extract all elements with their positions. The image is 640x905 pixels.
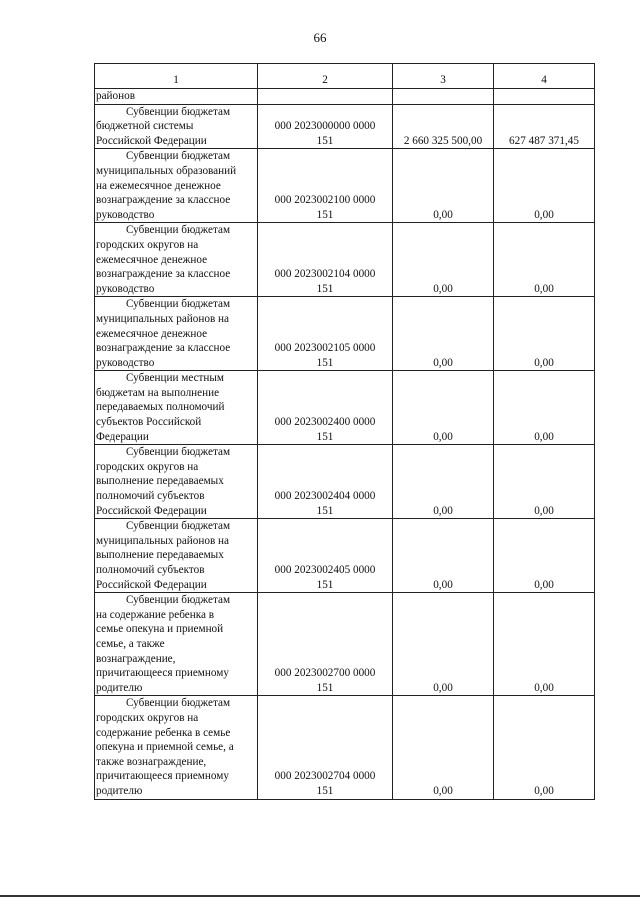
row-name-line: руководство	[96, 208, 155, 221]
row-name-line: руководство	[96, 282, 155, 295]
row-code-cell	[258, 593, 393, 696]
row-code-line: 000 2023002400 0000	[274, 416, 376, 429]
row-name-line: полномочий субъектов	[96, 564, 205, 576]
row-code-line: 151	[316, 578, 334, 591]
row-name-line: содержание ребенка в семье	[96, 726, 231, 739]
row-name-line: Субвенции бюджетам	[126, 520, 231, 533]
row-name-cell	[95, 223, 258, 297]
row-code-line: 151	[316, 681, 334, 694]
row-value-col4: 0,00	[494, 297, 595, 371]
row-name-cell	[95, 149, 258, 223]
table-row	[95, 223, 595, 297]
row-code-line: 000 2023002700 0000	[274, 667, 376, 680]
row-name-cell	[95, 593, 258, 696]
row-code-line: 151	[316, 504, 334, 517]
row-value-col3: 0,00	[393, 371, 494, 445]
row-name-line: также вознаграждение,	[96, 755, 207, 768]
row-name-line: Российской Федерации	[96, 504, 207, 517]
row-name-cell	[95, 519, 258, 593]
row-name-line: выполнение передаваемых	[96, 475, 224, 488]
row-name-line: муниципальных районов на	[96, 534, 230, 547]
row-name-cell	[95, 371, 258, 445]
row-code-cell	[258, 104, 393, 149]
row-name-cell	[95, 104, 258, 149]
row-name-line: ежемесячное денежное	[96, 253, 208, 266]
row-name-line: Субвенции бюджетам	[126, 446, 231, 459]
row-name-line: городских округов на	[96, 711, 199, 724]
page-number: 66	[313, 30, 327, 45]
row-name-line: семье, а также	[96, 637, 165, 650]
row-name-line: муниципальных районов на	[96, 312, 230, 325]
row-value-col3: 0,00	[393, 445, 494, 519]
row-value-col3	[393, 89, 494, 105]
row-code-cell	[258, 371, 393, 445]
row-name-cell	[95, 297, 258, 371]
header-cell: 1	[95, 64, 258, 89]
row-name-line: Субвенции местным	[126, 372, 225, 385]
budget-table	[94, 63, 595, 800]
row-name-line: районов	[96, 90, 136, 102]
row-name-line: бюджетной системы	[96, 120, 194, 133]
row-code-line: 000 2023000000 0000	[274, 120, 376, 133]
row-value-col3: 0,00	[393, 149, 494, 223]
header-cell: 4	[494, 64, 595, 89]
row-code-line: 000 2023002404 0000	[274, 490, 376, 503]
table-row	[95, 297, 595, 371]
row-code-line: 000 2023002405 0000	[274, 564, 376, 576]
row-value-col4: 0,00	[494, 519, 595, 593]
row-name-line: выполнение передаваемых	[96, 549, 224, 562]
table-row	[95, 519, 595, 593]
row-name-line: передаваемых полномочий	[96, 401, 225, 414]
header-cell: 3	[393, 64, 494, 89]
table-row	[95, 696, 595, 799]
row-name-line: Субвенции бюджетам	[126, 594, 231, 607]
row-name-line: Субвенции бюджетам	[126, 150, 231, 163]
row-code-line: 000 2023002704 0000	[274, 770, 376, 783]
row-value-col3: 0,00	[393, 297, 494, 371]
row-code-cell	[258, 519, 393, 593]
row-value-col4: 0,00	[494, 223, 595, 297]
row-name-line: Российской Федерации	[96, 578, 207, 591]
row-value-col4: 627 487 371,45	[494, 104, 595, 149]
row-name-line: Субвенции бюджетам	[126, 697, 231, 710]
row-value-col3: 0,00	[393, 519, 494, 593]
row-name-line: Федерации	[96, 430, 149, 443]
row-value-col4: 0,00	[494, 371, 595, 445]
row-name-line: Субвенции бюджетам	[126, 105, 231, 118]
row-name-cell	[95, 445, 258, 519]
row-code-cell	[258, 223, 393, 297]
row-name-line: муниципальных образований	[96, 164, 237, 177]
row-value-col4: 0,00	[494, 593, 595, 696]
row-name-line: бюджетам на выполнение	[96, 386, 220, 399]
table-row	[95, 104, 595, 149]
row-name-line: городских округов на	[96, 460, 199, 473]
row-value-col3: 0,00	[393, 696, 494, 799]
row-code-line: 151	[316, 784, 334, 797]
row-name-line: вознаграждение за классное	[96, 342, 231, 355]
row-name-line: Субвенции бюджетам	[126, 298, 231, 311]
row-code-line: 151	[316, 208, 334, 221]
row-value-col3: 2 660 325 500,00	[393, 104, 494, 149]
row-name-line: семье опекуна и приемной	[96, 623, 224, 636]
row-name-line: причитающееся приемному	[96, 667, 229, 680]
row-name-line: субъектов Российской	[96, 416, 202, 429]
row-code-cell	[258, 149, 393, 223]
row-code-line: 000 2023002100 0000	[274, 194, 376, 207]
row-value-col4: 0,00	[494, 445, 595, 519]
row-name-line: вознаграждение за классное	[96, 194, 231, 207]
row-code-line: 151	[316, 356, 334, 369]
table-row	[95, 371, 595, 445]
row-name-line: причитающееся приемному	[96, 770, 229, 783]
row-code-line: 000 2023002104 0000	[274, 268, 376, 281]
row-code-cell	[258, 445, 393, 519]
row-value-col4: 0,00	[494, 696, 595, 799]
row-code-cell	[258, 297, 393, 371]
row-name-line: ежемесячное денежное	[96, 327, 208, 340]
row-code-cell	[258, 89, 393, 105]
footer-rule	[0, 895, 640, 897]
row-code-line: 151	[316, 282, 334, 295]
table-row	[95, 149, 595, 223]
table-row	[95, 593, 595, 696]
row-code-line: 151	[316, 430, 334, 443]
row-value-col3: 0,00	[393, 593, 494, 696]
row-value-col4	[494, 89, 595, 105]
row-value-col4: 0,00	[494, 149, 595, 223]
row-code-cell	[258, 696, 393, 799]
table-header-row	[95, 64, 595, 89]
row-name-line: на содержание ребенка в	[96, 608, 215, 621]
row-code-line: 151	[316, 134, 334, 147]
row-value-col3: 0,00	[393, 223, 494, 297]
row-name-line: родителю	[96, 784, 143, 797]
row-name-cell	[95, 89, 258, 105]
table-row	[95, 89, 595, 105]
row-name-line: руководство	[96, 356, 155, 369]
row-name-line: вознаграждение за классное	[96, 268, 231, 281]
row-name-line: опекуна и приемной семье, а	[96, 741, 234, 754]
table-row	[95, 445, 595, 519]
row-name-line: полномочий субъектов	[96, 490, 205, 503]
row-name-line: родителю	[96, 681, 143, 694]
row-name-cell	[95, 696, 258, 799]
row-name-line: вознаграждение,	[96, 652, 176, 665]
row-name-line: Субвенции бюджетам	[126, 224, 231, 237]
row-name-line: Российской Федерации	[96, 134, 207, 147]
header-cell: 2	[258, 64, 393, 89]
row-name-line: городских округов на	[96, 238, 199, 251]
row-code-line: 000 2023002105 0000	[274, 342, 376, 355]
row-name-line: на ежемесячное денежное	[96, 179, 221, 192]
